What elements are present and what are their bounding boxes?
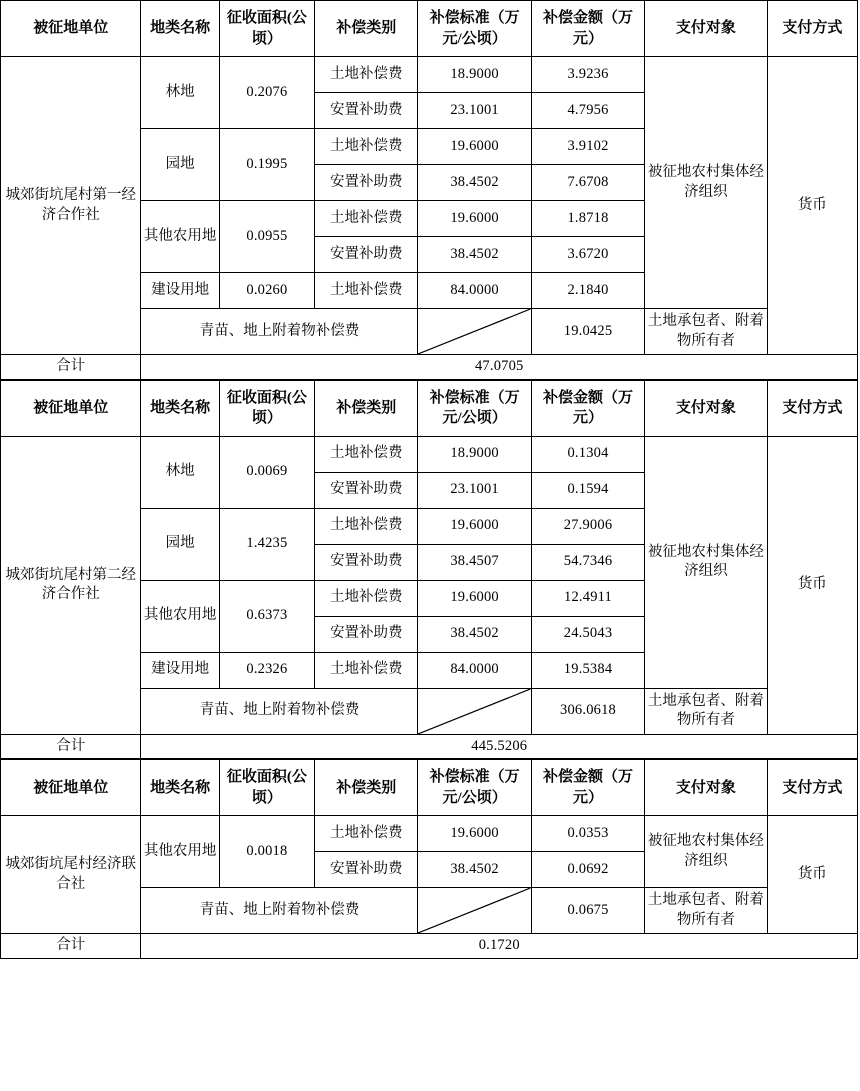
land-type-cell: 林地 [141,57,219,129]
area-cell: 0.0018 [219,816,314,888]
col-header-comp-standard: 补偿标准（万元/公顷） [418,380,531,436]
comp-category-cell: 土地补偿费 [315,652,418,688]
col-header-payee: 支付对象 [645,1,767,57]
seedling-label: 青苗、地上附着物补偿费 [141,688,418,734]
unit-cell: 城郊街坑尾村第二经济合作社 [1,436,141,734]
comp-standard-cell: 38.4502 [418,237,531,273]
table-header-row [1,380,858,436]
comp-amount-cell: 3.6720 [531,237,644,273]
empty-slash-cell [418,888,531,934]
seedling-label: 青苗、地上附着物补偿费 [141,309,418,355]
comp-category-cell: 安置补助费 [315,544,418,580]
unit-cell: 城郊街坑尾村经济联合社 [1,816,141,934]
comp-amount-cell: 3.9236 [531,57,644,93]
total-amount: 0.1720 [141,934,858,959]
comp-amount-cell: 3.9102 [531,129,644,165]
payee-cell: 土地承包者、附着物所有者 [645,688,767,734]
compensation-table-block-2 [0,380,858,760]
land-type-cell: 建设用地 [141,652,219,688]
land-type-cell: 林地 [141,436,219,508]
col-header-land-type: 地类名称 [141,380,219,436]
total-row [1,934,858,959]
comp-amount-cell: 0.1304 [531,436,644,472]
area-cell: 0.1995 [219,129,314,201]
comp-category-cell: 土地补偿费 [315,436,418,472]
seedling-label: 青苗、地上附着物补偿费 [141,888,418,934]
comp-amount-cell: 0.0692 [531,852,644,888]
col-header-payee: 支付对象 [645,760,767,816]
comp-category-cell: 安置补助费 [315,93,418,129]
empty-slash-cell [418,309,531,355]
comp-standard-cell: 19.6000 [418,580,531,616]
payee-cell: 被征地农村集体经济组织 [645,436,767,688]
payee-cell: 土地承包者、附着物所有者 [645,309,767,355]
land-type-cell: 其他农用地 [141,580,219,652]
diagonal-line-icon [418,888,530,933]
col-header-area: 征收面积(公顷） [219,380,314,436]
comp-standard-cell: 18.9000 [418,57,531,93]
col-header-comp-amount: 补偿金额（万元） [531,380,644,436]
comp-amount-cell: 1.8718 [531,201,644,237]
comp-amount-cell: 0.1594 [531,472,644,508]
area-cell: 0.0260 [219,273,314,309]
comp-standard-cell: 23.1001 [418,472,531,508]
comp-category-cell: 土地补偿费 [315,129,418,165]
pay-mode-cell: 货币 [767,816,857,934]
comp-amount-cell: 2.1840 [531,273,644,309]
comp-category-cell: 土地补偿费 [315,580,418,616]
col-header-comp-amount: 补偿金额（万元） [531,760,644,816]
table-header-row [1,1,858,57]
comp-amount-cell: 27.9006 [531,508,644,544]
col-header-unit: 被征地单位 [1,760,141,816]
col-header-comp-category: 补偿类别 [315,1,418,57]
comp-standard-cell: 23.1001 [418,93,531,129]
col-header-comp-amount: 补偿金额（万元） [531,1,644,57]
compensation-table-block-3 [0,759,858,959]
comp-category-cell: 安置补助费 [315,472,418,508]
comp-category-cell: 安置补助费 [315,616,418,652]
comp-standard-cell: 19.6000 [418,508,531,544]
comp-amount-cell: 12.4911 [531,580,644,616]
diagonal-line-icon [418,689,530,734]
compensation-table-block-1 [0,0,858,380]
seedling-amount: 0.0675 [531,888,644,934]
area-cell: 0.0955 [219,201,314,273]
land-type-cell: 园地 [141,129,219,201]
comp-category-cell: 土地补偿费 [315,201,418,237]
unit-cell: 城郊街坑尾村第一经济合作社 [1,57,141,355]
total-amount: 47.0705 [141,355,858,380]
comp-standard-cell: 38.4502 [418,852,531,888]
col-header-unit: 被征地单位 [1,1,141,57]
total-label: 合计 [1,355,141,380]
col-header-unit: 被征地单位 [1,380,141,436]
payee-cell: 被征地农村集体经济组织 [645,816,767,888]
table-header-row [1,760,858,816]
comp-category-cell: 安置补助费 [315,237,418,273]
total-row [1,355,858,380]
seedling-amount: 19.0425 [531,309,644,355]
comp-category-cell: 土地补偿费 [315,816,418,852]
land-type-cell: 建设用地 [141,273,219,309]
table-row [1,816,858,852]
col-header-comp-category: 补偿类别 [315,760,418,816]
seedling-amount: 306.0618 [531,688,644,734]
comp-standard-cell: 84.0000 [418,652,531,688]
table-row [1,57,858,93]
land-type-cell: 其他农用地 [141,816,219,888]
area-cell: 0.2326 [219,652,314,688]
comp-amount-cell: 7.6708 [531,165,644,201]
comp-category-cell: 安置补助费 [315,165,418,201]
comp-category-cell: 土地补偿费 [315,273,418,309]
comp-amount-cell: 19.5384 [531,652,644,688]
col-header-pay-mode: 支付方式 [767,1,857,57]
col-header-comp-category: 补偿类别 [315,380,418,436]
total-label: 合计 [1,734,141,759]
comp-standard-cell: 84.0000 [418,273,531,309]
comp-standard-cell: 38.4507 [418,544,531,580]
area-cell: 1.4235 [219,508,314,580]
area-cell: 0.6373 [219,580,314,652]
comp-standard-cell: 38.4502 [418,616,531,652]
total-label: 合计 [1,934,141,959]
total-amount: 445.5206 [141,734,858,759]
land-type-cell: 其他农用地 [141,201,219,273]
land-type-cell: 园地 [141,508,219,580]
payee-cell: 被征地农村集体经济组织 [645,57,767,309]
table-row [1,436,858,472]
empty-slash-cell [418,688,531,734]
payee-cell: 土地承包者、附着物所有者 [645,888,767,934]
col-header-land-type: 地类名称 [141,1,219,57]
diagonal-line-icon [418,309,530,354]
comp-category-cell: 土地补偿费 [315,57,418,93]
col-header-area: 征收面积(公顷） [219,760,314,816]
total-row [1,734,858,759]
comp-amount-cell: 24.5043 [531,616,644,652]
col-header-area: 征收面积(公顷） [219,1,314,57]
col-header-comp-standard: 补偿标准（万元/公顷） [418,760,531,816]
comp-category-cell: 土地补偿费 [315,508,418,544]
comp-amount-cell: 4.7956 [531,93,644,129]
comp-standard-cell: 18.9000 [418,436,531,472]
area-cell: 0.0069 [219,436,314,508]
col-header-pay-mode: 支付方式 [767,380,857,436]
comp-standard-cell: 38.4502 [418,165,531,201]
comp-standard-cell: 19.6000 [418,816,531,852]
col-header-payee: 支付对象 [645,380,767,436]
col-header-land-type: 地类名称 [141,760,219,816]
comp-category-cell: 安置补助费 [315,852,418,888]
col-header-pay-mode: 支付方式 [767,760,857,816]
comp-amount-cell: 0.0353 [531,816,644,852]
comp-amount-cell: 54.7346 [531,544,644,580]
area-cell: 0.2076 [219,57,314,129]
pay-mode-cell: 货币 [767,57,857,355]
comp-standard-cell: 19.6000 [418,201,531,237]
comp-standard-cell: 19.6000 [418,129,531,165]
pay-mode-cell: 货币 [767,436,857,734]
col-header-comp-standard: 补偿标准（万元/公顷） [418,1,531,57]
